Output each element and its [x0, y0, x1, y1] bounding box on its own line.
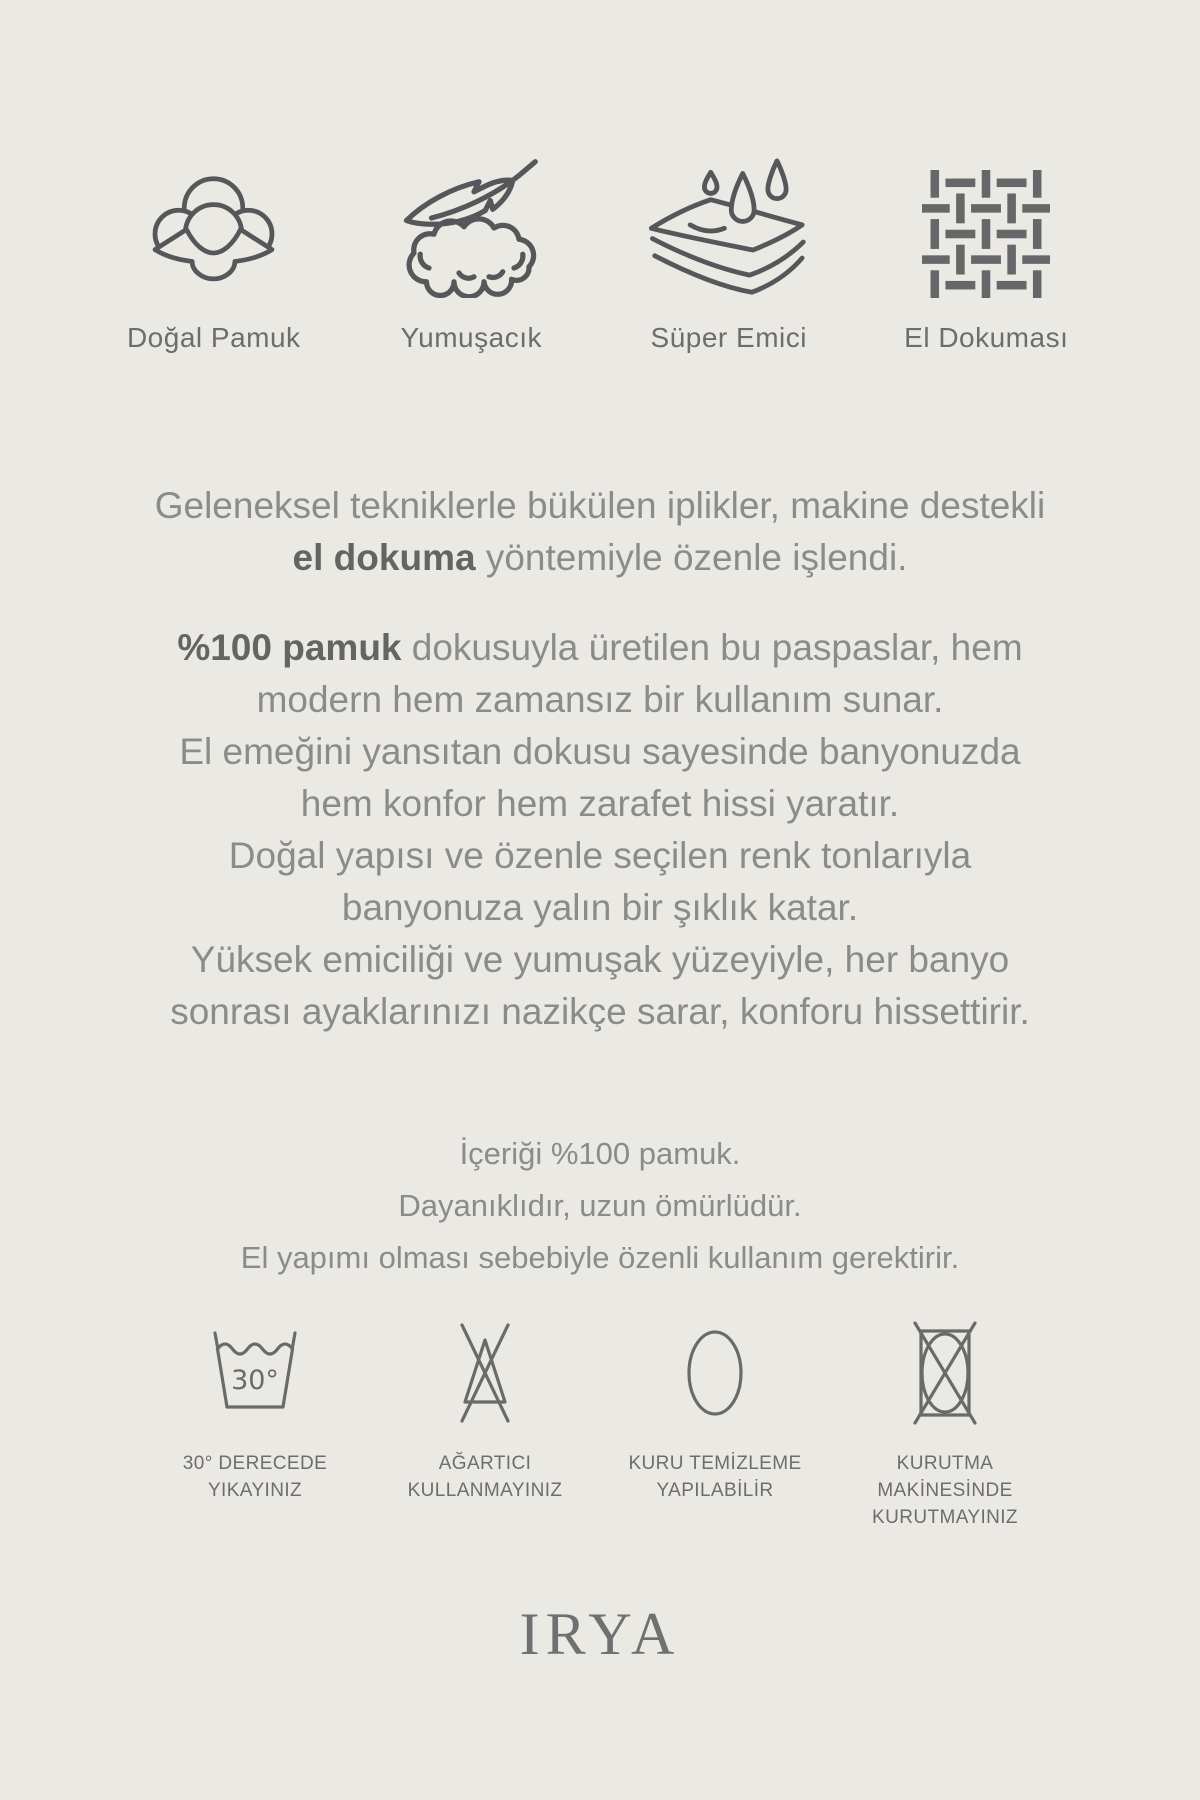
care-label-line-1: 30° DERECEDE [182, 1453, 328, 1474]
body-line-8: sonrası ayaklarınızı nazikçe sarar, konforu hissettirir. [170, 991, 1030, 1032]
intro-paragraph [0, 480, 1200, 584]
care-no-tumble-dry [830, 1308, 1060, 1531]
layers-icon-box [649, 140, 809, 298]
brand-logo: IRYA [519, 1601, 681, 1667]
layers-water-drops-icon [649, 154, 809, 298]
care-label-line-2: YIKAYINIZ [207, 1480, 303, 1501]
body-paragraph [0, 622, 1200, 1038]
body-line-3: El emeğini yansıtan dokusu sayesinde banyonuzda [179, 731, 1021, 772]
body-line-1 [0, 622, 1200, 674]
wash-30-degrees-icon [204, 1325, 306, 1419]
body-line-5: Doğal yapısı ve özenle seçilen renk tonlarıyla [228, 835, 972, 876]
composition-line-1: İçeriği %100 pamuk. [459, 1136, 741, 1171]
care-label-line-1: KURU TEMİZLEME [628, 1453, 802, 1474]
feature-label: Yumuşacık [400, 322, 542, 353]
body-line-1-rest: dokusuyla üretilen bu paspaslar, hem [401, 627, 1023, 668]
feature-row [85, 140, 1115, 354]
feature-softness [343, 140, 601, 354]
feature-label: El Dokuması [904, 322, 1069, 353]
care-label-line-2: KULLANMAYINIZ [407, 1480, 563, 1501]
care-label [183, 1450, 327, 1504]
dry-clean-icon [679, 1316, 751, 1428]
intro-line-2 [0, 532, 1200, 584]
no-tumble-dry-icon [909, 1316, 981, 1428]
care-no-bleach [370, 1308, 600, 1531]
composition-line-3: El yapımı olması sebebiyle özenli kullanım gerektirir. [240, 1240, 960, 1275]
body-line-2: modern hem zamansız bir kullanım sunar. [256, 679, 944, 720]
care-instructions-row [140, 1308, 1060, 1531]
intro-bold-text: el dokuma [292, 537, 476, 578]
care-label-line-1: AĞARTICI [438, 1453, 532, 1474]
intro-line-1: Geleneksel tekniklerle bükülen iplikler, makine destekli [154, 485, 1046, 526]
care-label-line-2: YAPILABİLİR [656, 1480, 774, 1501]
feature-absorbent [600, 140, 858, 354]
body-line-4: hem konfor hem zarafet hissi yaratır. [300, 783, 900, 824]
cotton-boll-icon [146, 163, 281, 298]
care-dry-clean [600, 1308, 830, 1531]
weave-icon-box [922, 140, 1050, 298]
feather-icon-box [389, 140, 554, 298]
body-line-7: Yüksek emiciliği ve yumuşak yüzeyiyle, her banyo [190, 939, 1010, 980]
cotton-icon-box [146, 140, 281, 298]
care-label [830, 1450, 1060, 1531]
no-bleach-icon-box [449, 1308, 521, 1436]
wash-temperature-text: 30° [231, 1365, 279, 1396]
feature-label: Süper Emici [650, 322, 807, 353]
composition-block [0, 1128, 1200, 1284]
body-line-6: banyonuza yalın bir şıklık katar. [341, 887, 859, 928]
care-label [628, 1450, 801, 1504]
care-wash-30 [140, 1308, 370, 1531]
care-label-line-2: KURUTMAYINIZ [872, 1507, 1018, 1528]
woven-fabric-icon [922, 170, 1050, 298]
feather-cloud-icon [389, 148, 554, 298]
feature-natural-cotton [85, 140, 343, 354]
body-bold-text: %100 pamuk [177, 627, 402, 668]
no-tumble-dry-icon-box [909, 1308, 981, 1436]
dry-clean-icon-box [679, 1308, 751, 1436]
feature-label: Doğal Pamuk [126, 322, 301, 353]
no-bleach-icon [449, 1316, 521, 1428]
care-label-line-1: KURUTMA MAKİNESİNDE [877, 1453, 1013, 1501]
composition-line-2: Dayanıklıdır, uzun ömürlüdür. [398, 1188, 802, 1223]
intro-line-2-rest: yöntemiyle özenle işlendi. [475, 537, 908, 578]
feature-handwoven [858, 140, 1116, 354]
care-label [408, 1450, 563, 1504]
wash-icon-box [204, 1308, 306, 1436]
